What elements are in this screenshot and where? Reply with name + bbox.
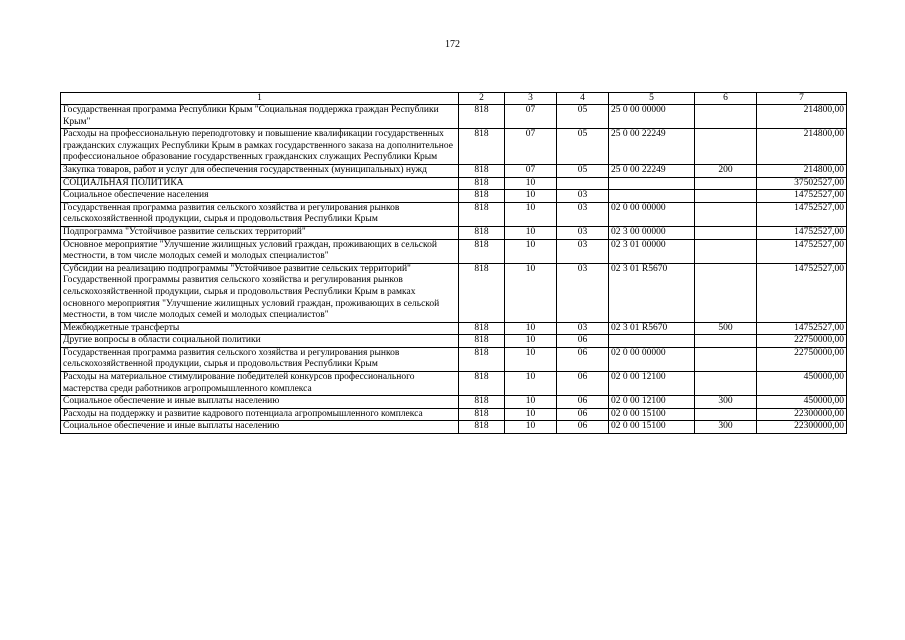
target-article-cell: 02 3 01 00000: [609, 239, 695, 263]
row-name-cell: Расходы на поддержку и развитие кадрового потенциала агропромышленного комплекса: [61, 408, 459, 421]
table-row: [61, 177, 847, 190]
column-header: 7: [757, 93, 847, 105]
row-name-cell: Подпрограмма "Устойчивое развитие сельских территорий": [61, 226, 459, 239]
row-name-cell: Другие вопросы в области социальной политики: [61, 335, 459, 348]
subsection-code-cell: 06: [557, 372, 609, 396]
amount-cell: 22750000,00: [757, 347, 847, 371]
target-article-cell: 02 0 00 12100: [609, 372, 695, 396]
department-code-cell: 818: [459, 177, 505, 190]
department-code-cell: 818: [459, 335, 505, 348]
table-header-row: [61, 93, 847, 105]
target-article-cell: 02 0 00 15100: [609, 408, 695, 421]
table-row: [61, 396, 847, 409]
section-code-cell: 10: [505, 226, 557, 239]
amount-cell: 450000,00: [757, 372, 847, 396]
section-code-cell: 10: [505, 396, 557, 409]
target-article-cell: 02 0 00 00000: [609, 202, 695, 226]
amount-cell: 14752527,00: [757, 190, 847, 203]
department-code-cell: 818: [459, 164, 505, 177]
section-code-cell: 10: [505, 202, 557, 226]
row-name-cell: Закупка товаров, работ и услуг для обеспечения государственных (муниципальных) нужд: [61, 164, 459, 177]
expense-type-cell: 300: [695, 421, 757, 434]
section-code-cell: 10: [505, 239, 557, 263]
amount-cell: 14752527,00: [757, 226, 847, 239]
department-code-cell: 818: [459, 347, 505, 371]
amount-cell: 22750000,00: [757, 335, 847, 348]
table-row: [61, 226, 847, 239]
department-code-cell: 818: [459, 263, 505, 322]
section-code-cell: 10: [505, 190, 557, 203]
department-code-cell: 818: [459, 396, 505, 409]
row-name-cell: Межбюджетные трансферты: [61, 322, 459, 335]
target-article-cell: 25 0 00 22249: [609, 129, 695, 165]
target-article-cell: [609, 177, 695, 190]
table-row: [61, 335, 847, 348]
column-header: 5: [609, 93, 695, 105]
subsection-code-cell: 06: [557, 408, 609, 421]
expense-type-cell: [695, 177, 757, 190]
target-article-cell: [609, 190, 695, 203]
page-number: 172: [445, 39, 460, 50]
section-code-cell: 10: [505, 177, 557, 190]
column-header: 6: [695, 93, 757, 105]
section-code-cell: 07: [505, 105, 557, 129]
section-code-cell: 10: [505, 347, 557, 371]
section-code-cell: 07: [505, 129, 557, 165]
expense-type-cell: [695, 347, 757, 371]
expense-type-cell: 200: [695, 164, 757, 177]
section-code-cell: 10: [505, 421, 557, 434]
expense-type-cell: [695, 335, 757, 348]
row-name-cell: Субсидии на реализацию подпрограммы "Устойчивое развитие сельских территорий" Государственной программы развития сельского хозяйства и регулирования рынков сельскохозяйственной продукции, сырья и продовольствия Республики Крым в рамках основного мероприятия "Улучшение жилищных условий граждан, проживающих в сельской местности, в том числе молодых семей и молодых специалистов": [61, 263, 459, 322]
row-name-cell: Социальное обеспечение и иные выплаты населению: [61, 396, 459, 409]
expense-type-cell: 500: [695, 322, 757, 335]
table-row: [61, 190, 847, 203]
expense-type-cell: [695, 239, 757, 263]
subsection-code-cell: 06: [557, 335, 609, 348]
expense-type-cell: [695, 190, 757, 203]
department-code-cell: 818: [459, 421, 505, 434]
department-code-cell: 818: [459, 322, 505, 335]
expense-type-cell: [695, 226, 757, 239]
row-name-cell: Расходы на профессиональную переподготовку и повышение квалификации государственных гражданских служащих Республики Крым в рамках государственного заказа на дополнительное профессиональное образование государственных гражданских служащих Республики Крым: [61, 129, 459, 165]
expense-type-cell: [695, 129, 757, 165]
table-row: [61, 372, 847, 396]
subsection-code-cell: 05: [557, 164, 609, 177]
row-name-cell: Государственная программа развития сельского хозяйства и регулирования рынков сельскохозяйственной продукции, сырья и продовольствия Республики Крым: [61, 202, 459, 226]
subsection-code-cell: 06: [557, 347, 609, 371]
target-article-cell: 02 3 01 R5670: [609, 322, 695, 335]
section-code-cell: 07: [505, 164, 557, 177]
table-row: [61, 129, 847, 165]
target-article-cell: 02 3 01 R5670: [609, 263, 695, 322]
row-name-cell: Государственная программа развития сельского хозяйства и регулирования рынков сельскохозяйственной продукции, сырья и продовольствия Республики Крым: [61, 347, 459, 371]
subsection-code-cell: 06: [557, 421, 609, 434]
department-code-cell: 818: [459, 129, 505, 165]
subsection-code-cell: 06: [557, 396, 609, 409]
expense-type-cell: [695, 105, 757, 129]
row-name-cell: Основное мероприятие "Улучшение жилищных условий граждан, проживающих в сельской местности, в том числе молодых семей и молодых специалистов": [61, 239, 459, 263]
department-code-cell: 818: [459, 105, 505, 129]
table-row: [61, 263, 847, 322]
row-name-cell: Расходы на материальное стимулирование победителей конкурсов профессионального мастерства среди работников агропромышленного комплекса: [61, 372, 459, 396]
amount-cell: 37502527,00: [757, 177, 847, 190]
target-article-cell: 02 0 00 15100: [609, 421, 695, 434]
subsection-code-cell: 03: [557, 263, 609, 322]
subsection-code-cell: 03: [557, 239, 609, 263]
department-code-cell: 818: [459, 239, 505, 263]
amount-cell: 214800,00: [757, 129, 847, 165]
subsection-code-cell: 05: [557, 105, 609, 129]
section-code-cell: 10: [505, 408, 557, 421]
section-code-cell: 10: [505, 322, 557, 335]
subsection-code-cell: 03: [557, 202, 609, 226]
table-row: [61, 421, 847, 434]
expense-type-cell: [695, 263, 757, 322]
row-name-cell: Государственная программа Республики Крым "Социальная поддержка граждан Республики Крым": [61, 105, 459, 129]
column-header: 3: [505, 93, 557, 105]
target-article-cell: 02 0 00 00000: [609, 347, 695, 371]
amount-cell: 14752527,00: [757, 322, 847, 335]
department-code-cell: 818: [459, 190, 505, 203]
department-code-cell: 818: [459, 226, 505, 239]
subsection-code-cell: 03: [557, 322, 609, 335]
expense-type-cell: [695, 372, 757, 396]
amount-cell: 214800,00: [757, 105, 847, 129]
subsection-code-cell: 05: [557, 129, 609, 165]
section-code-cell: 10: [505, 263, 557, 322]
department-code-cell: 818: [459, 408, 505, 421]
column-header: 2: [459, 93, 505, 105]
subsection-code-cell: 03: [557, 226, 609, 239]
amount-cell: 14752527,00: [757, 202, 847, 226]
expense-type-cell: [695, 202, 757, 226]
row-name-cell: СОЦИАЛЬНАЯ ПОЛИТИКА: [61, 177, 459, 190]
section-code-cell: 10: [505, 372, 557, 396]
row-name-cell: Социальное обеспечение и иные выплаты населению: [61, 421, 459, 434]
amount-cell: 14752527,00: [757, 263, 847, 322]
table-row: [61, 202, 847, 226]
target-article-cell: 02 3 00 00000: [609, 226, 695, 239]
target-article-cell: 25 0 00 00000: [609, 105, 695, 129]
subsection-code-cell: 03: [557, 190, 609, 203]
amount-cell: 450000,00: [757, 396, 847, 409]
target-article-cell: [609, 335, 695, 348]
budget-table: [60, 92, 847, 434]
expense-type-cell: [695, 408, 757, 421]
table-row: [61, 239, 847, 263]
expense-type-cell: 300: [695, 396, 757, 409]
row-name-cell: Социальное обеспечение населения: [61, 190, 459, 203]
section-code-cell: 10: [505, 335, 557, 348]
table-row: [61, 347, 847, 371]
department-code-cell: 818: [459, 202, 505, 226]
table-row: [61, 322, 847, 335]
amount-cell: 14752527,00: [757, 239, 847, 263]
table-row: [61, 164, 847, 177]
subsection-code-cell: [557, 177, 609, 190]
target-article-cell: 25 0 00 22249: [609, 164, 695, 177]
table-row: [61, 105, 847, 129]
column-header: 1: [61, 93, 459, 105]
target-article-cell: 02 0 00 12100: [609, 396, 695, 409]
amount-cell: 22300000,00: [757, 421, 847, 434]
amount-cell: 22300000,00: [757, 408, 847, 421]
table-row: [61, 408, 847, 421]
amount-cell: 214800,00: [757, 164, 847, 177]
department-code-cell: 818: [459, 372, 505, 396]
column-header: 4: [557, 93, 609, 105]
